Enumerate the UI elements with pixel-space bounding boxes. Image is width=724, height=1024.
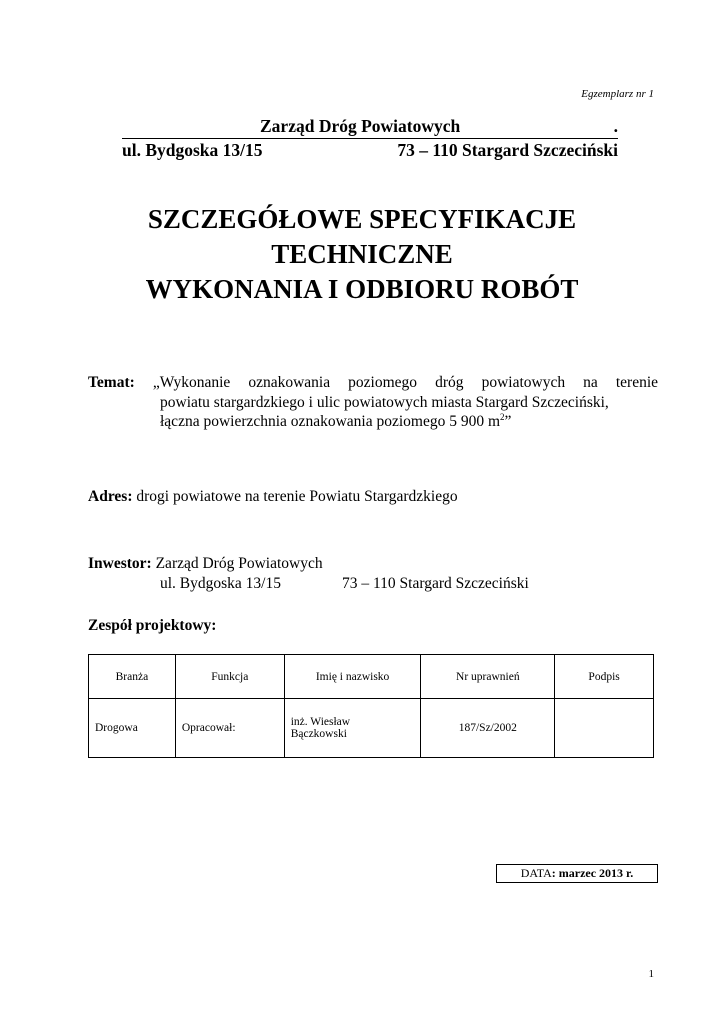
column-header-name: Imię i nazwisko xyxy=(284,655,421,699)
header-organization-line xyxy=(122,116,618,139)
title-line-2: TECHNICZNE xyxy=(271,239,453,269)
table-row xyxy=(89,699,654,758)
investor-city: 73 – 110 Stargard Szczeciński xyxy=(342,575,529,592)
cell-license: 187/Sz/2002 xyxy=(421,699,555,758)
document-title xyxy=(0,202,724,307)
topic-line-2: powiatu stargardzkiego i ulic powiatowych miasta Stargard Szczeciński, xyxy=(160,393,609,411)
topic-superscript: 2 xyxy=(500,412,505,422)
header-city: 73 – 110 Stargard Szczeciński xyxy=(397,140,618,160)
column-header-branch: Branża xyxy=(89,655,176,699)
title-line-1: SZCZEGÓŁOWE SPECYFIKACJE xyxy=(147,204,577,234)
header-organization: Zarząd Dróg Powiatowych xyxy=(260,116,461,136)
cell-signature xyxy=(555,699,654,758)
investor-street: ul. Bydgoska 13/15 xyxy=(160,575,281,592)
header-street: ul. Bydgoska 13/15 xyxy=(122,140,263,160)
address-section xyxy=(88,488,458,506)
topic-closing-quote: ” xyxy=(504,413,512,430)
topic-label: Temat: xyxy=(88,374,135,391)
date-box xyxy=(496,864,658,883)
cell-name-line-2: Bączkowski xyxy=(290,728,347,740)
date-value: : marzec 2013 r. xyxy=(551,866,634,880)
topic-text-3: łączna powierzchnia oznakowania poziomego 5 900 m xyxy=(160,413,501,430)
topic-text-1: „Wykonanie oznakowania poziomego dróg powiatowych na terenie xyxy=(152,374,659,391)
topic-line-1 xyxy=(88,373,658,393)
team-table-header-row xyxy=(89,655,654,699)
column-header-function: Funkcja xyxy=(175,655,284,699)
cell-function: Opracował: xyxy=(175,699,284,758)
cell-name-line-1: inż. Wiesław xyxy=(290,716,351,728)
header-trailing-dot: . xyxy=(613,116,618,136)
topic-line-3 xyxy=(88,412,658,432)
investor-section xyxy=(88,554,529,594)
team-table xyxy=(88,654,654,758)
topic-section xyxy=(88,373,658,432)
copy-number-label: Egzemplarz nr 1 xyxy=(581,88,654,100)
title-line-3: WYKONANIA I ODBIORU ROBÓT xyxy=(145,274,579,304)
cell-branch: Drogowa xyxy=(89,699,176,758)
investor-line-2 xyxy=(88,574,529,594)
address-label: Adres: xyxy=(88,488,133,505)
date-label: DATA xyxy=(520,866,552,880)
column-header-signature: Podpis xyxy=(555,655,654,699)
page-number: 1 xyxy=(648,968,654,980)
investor-line-1 xyxy=(88,554,323,574)
column-header-license: Nr uprawnień xyxy=(421,655,555,699)
investor-label: Inwestor: xyxy=(88,555,152,572)
team-label: Zespół projektowy: xyxy=(88,617,217,634)
address-text: drogi powiatowe na terenie Powiatu Stargardzkiego xyxy=(136,488,458,505)
investor-name: Zarząd Dróg Powiatowych xyxy=(155,555,323,572)
cell-name xyxy=(284,699,421,758)
